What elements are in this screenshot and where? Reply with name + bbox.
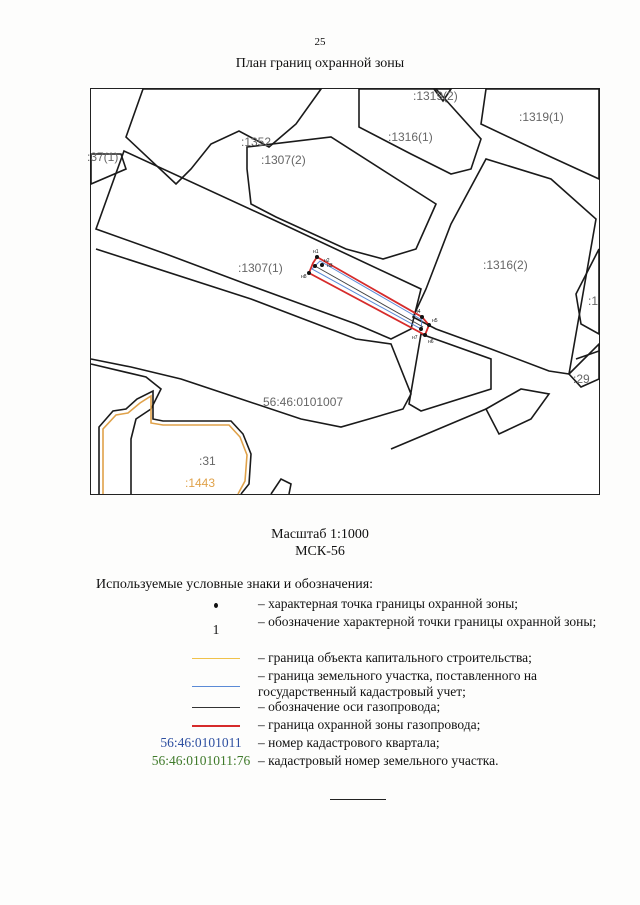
parcel-label: :29 [573,372,590,386]
plan-title: План границ охранной зоны [235,56,405,71]
map-canvas [87,89,599,494]
legend-text: – граница земельного участка, поставленного на государственный кадастровый учет; [258,668,538,699]
quarter-label: 56:46:0101007 [263,395,344,409]
parcel-label: :37(1) [87,150,119,164]
capital-object [99,391,251,494]
parcel-label: :1307(2) [261,153,306,167]
legend-text: – граница объекта капитального строительства; [258,650,532,665]
parcel-label: :1316(2) [483,258,528,272]
page-number: 25 [314,36,326,48]
legend-title: Используемые условные знаки и обозначения: [96,577,374,592]
point-label: н8 [301,274,307,280]
parcel-label: :1319(1) [519,110,564,124]
black-line-icon [192,707,240,708]
red-line-icon [192,725,240,727]
footer-divider [330,799,386,800]
dot-icon [214,603,218,608]
legend-text: – номер кадастрового квартала; [258,735,440,750]
parcel-label: :31 [199,454,216,468]
legend-text: – граница охранной зоны газопровода; [258,717,481,732]
point-label: н1 [313,249,319,255]
point-label: н6 [428,339,434,345]
parcel-number-sample: 56:46:0101011:76 [151,753,251,768]
legend-text: – обозначение оси газопровода; [258,699,441,714]
legend-text: – обозначение характерной точки границы охранной зоны; [258,614,597,629]
point-label: н7 [412,335,418,341]
boundary-map[interactable] [87,88,600,495]
parcel-label: :1319(2) [413,89,458,103]
scale-label: Масштаб 1:1000 [271,527,369,542]
crs-label: МСК-56 [295,544,345,559]
blue-line-icon [192,686,240,687]
point-label: н4 [415,309,421,315]
scale-block [0,526,640,560]
yellow-line-icon [192,658,240,659]
legend-symbol: 1 [212,622,220,637]
parcel-label: :1316(1) [388,130,433,144]
point-label: н5 [432,318,438,324]
capital-object-label: :1443 [185,476,216,490]
legend-text: – кадастровый номер земельного участка. [258,753,499,768]
quarter-number-sample: 56:46:0101011 [160,735,242,750]
legend-text: – характерная точка границы охранной зоны; [258,596,519,611]
parcel-label: :1 [588,294,599,308]
parcel-label: :1307(1) [238,261,283,275]
point-label: н3 [327,263,333,269]
point-label: н2 [324,258,330,264]
parcel-label: :1352 [241,135,272,149]
